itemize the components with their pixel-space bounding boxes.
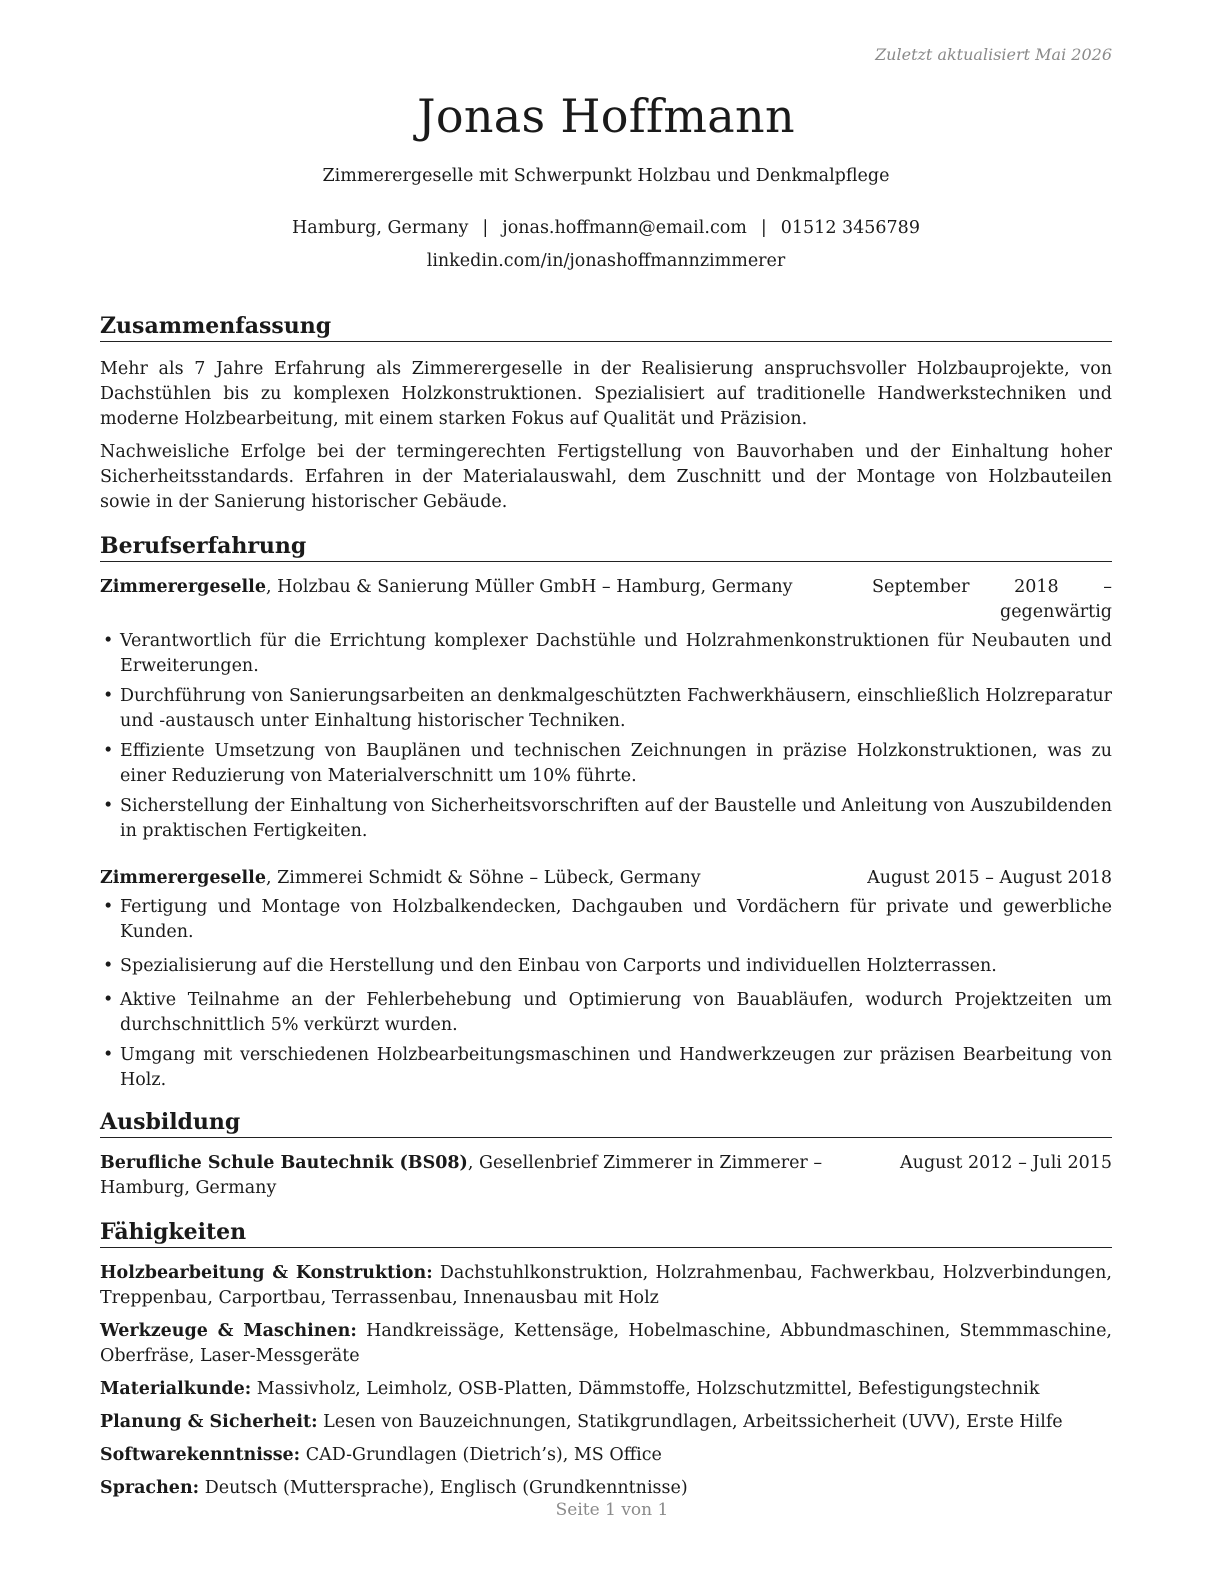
experience-section [100, 531, 1112, 1093]
skills-section [100, 1217, 1112, 1501]
skill-row [100, 1410, 1112, 1435]
skill-value: Dachstuhlkonstruktion, Holzrahmenbau, Fachwerkbau, Holzverbindungen, Treppenbau, Carportbau, Terrassenbau, Innenausbau mit Holz [100, 1263, 1112, 1308]
skill-label: Werkzeuge & Maschinen: [100, 1321, 357, 1341]
list-item: • Aktive Teilnahme an der Fehlerbehebung und Optimierung von Bauabläufen, wodurch Projektzeiten um durchschnittlich 5% verkürzt wurden. [100, 988, 1112, 1038]
job-entry [100, 866, 1112, 1093]
list-item: • Verantwortlich für die Errichtung komplexer Dachstühle und Holzrahmenkonstruktionen für Neubauten und Erweiterungen. [100, 629, 1112, 679]
list-item: • Durchführung von Sanierungsarbeiten an denkmalgeschützten Fachwerkhäusern, einschließlich Holzreparatur und -austausch unter Einhaltung historischer Techniken. [100, 684, 1112, 734]
skill-row [100, 1377, 1112, 1402]
job-entry [100, 575, 1112, 844]
job-employer: , Holzbau & Sanierung Müller GmbH – Hamburg, Germany [265, 577, 793, 597]
skill-label: Sprachen: [100, 1478, 200, 1498]
skill-value: CAD-Grundlagen (Dietrich’s), MS Office [300, 1445, 662, 1465]
candidate-subtitle: Zimmerergeselle mit Schwerpunkt Holzbau und Denkmalpflege [322, 166, 890, 186]
skill-value: Lesen von Bauzeichnungen, Statikgrundlagen, Arbeitssicherheit (UVV), Erste Hilfe [317, 1412, 1063, 1432]
last-updated: Zuletzt aktualisiert Mai 2026 [875, 45, 1112, 64]
location: Hamburg, Germany [292, 218, 469, 238]
skills-heading: Fähigkeiten [100, 1217, 1112, 1248]
education-entry [100, 1151, 1112, 1201]
summary-heading: Zusammenfassung [100, 311, 1112, 342]
candidate-name: Jonas Hoffmann [417, 89, 795, 143]
skill-row [100, 1476, 1112, 1501]
summary-paragraph: Mehr als 7 Jahre Erfahrung als Zimmerergeselle in der Realisierung anspruchsvoller Holzbauprojekte, von Dachstühlen bis zu komplexen Holzkonstruktionen. Spezialisiert auf traditionelle Handwerkstechniken und moderne Holzbearbeitung, mit einem starken Fokus auf Qualität und Präzision. [100, 359, 1112, 429]
job-employer: , Zimmerei Schmidt & Söhne – Lübeck, Germany [265, 868, 701, 888]
job-header [100, 866, 1112, 891]
contact-line [100, 216, 1112, 240]
job-title: Zimmerergeselle [100, 577, 266, 597]
experience-heading: Berufserfahrung [100, 531, 1112, 562]
skill-row [100, 1261, 1112, 1311]
skill-row [100, 1443, 1112, 1468]
separator: | [760, 218, 767, 238]
list-item: • Fertigung und Montage von Holzbalkendecken, Dachgauben und Vordächern für private und gewerbliche Kunden. [100, 895, 1112, 945]
education-heading: Ausbildung [100, 1107, 1112, 1138]
job-bullets [100, 895, 1112, 1093]
skill-value: Massivholz, Leimholz, OSB-Platten, Dämmstoffe, Holzschutzmittel, Befestigungstechnik [251, 1379, 1040, 1399]
education-details: , Gesellenbrief Zimmerer in Zimmerer – Hamburg, Germany [100, 1153, 823, 1198]
list-item: • Umgang mit verschiedenen Holzbearbeitungsmaschinen und Handwerkzeugen zur präzisen Bearbeitung von Holz. [100, 1043, 1112, 1093]
job-dates: September 2018 – gegenwärtig [872, 577, 1112, 622]
job-header [100, 575, 1112, 625]
list-item: • Sicherstellung der Einhaltung von Sicherheitsvorschriften auf der Baustelle und Anleitung von Auszubildenden in praktischen Fertigkeiten. [100, 794, 1112, 844]
summary-paragraph: Nachweisliche Erfolge bei der termingerechten Fertigstellung von Bauvorhaben und der Einhaltung hoher Sicherheitsstandards. Erfahren in der Materialauswahl, dem Zuschnitt und der Montage von Holzbauteilen sowie in der Sanierung historischer Gebäude. [100, 442, 1112, 512]
education-dates: August 2012 – Juli 2015 [900, 1153, 1112, 1173]
skill-value: Deutsch (Muttersprache), Englisch (Grundkenntnisse) [199, 1478, 688, 1498]
school-name: Berufliche Schule Bautechnik (BS08) [100, 1153, 468, 1173]
list-item: • Effiziente Umsetzung von Bauplänen und technischen Zeichnungen in präzise Holzkonstruktionen, was zu einer Reduzierung von Materialverschnitt um 10% führte. [100, 739, 1112, 789]
skill-label: Planung & Sicherheit: [100, 1412, 318, 1432]
separator: | [482, 218, 489, 238]
linkedin-link[interactable]: linkedin.com/in/jonashoffmannzimmerer [426, 251, 786, 271]
job-title: Zimmerergeselle [100, 868, 266, 888]
resume-page [100, 0, 1112, 1501]
skill-value: Handkreissäge, Kettensäge, Hobelmaschine, Abbundmaschinen, Stemmmaschine, Oberfräse, Laser-Messgeräte [100, 1321, 1112, 1366]
list-item: • Spezialisierung auf die Herstellung und den Einbau von Carports und individuellen Holzterrassen. [100, 954, 1112, 979]
education-section [100, 1107, 1112, 1201]
skill-row [100, 1319, 1112, 1369]
job-bullets [100, 629, 1112, 844]
skill-label: Materialkunde: [100, 1379, 252, 1399]
email-link[interactable]: jonas.hoffmann@email.com [502, 218, 747, 238]
page-number: Seite 1 von 1 [555, 1500, 669, 1520]
summary-section [100, 311, 1112, 515]
skill-label: Softwarekenntnisse: [100, 1445, 301, 1465]
skill-label: Holzbearbeitung & Konstruktion: [100, 1263, 433, 1283]
job-dates: August 2015 – August 2018 [867, 868, 1112, 888]
phone: 01512 3456789 [780, 218, 920, 238]
